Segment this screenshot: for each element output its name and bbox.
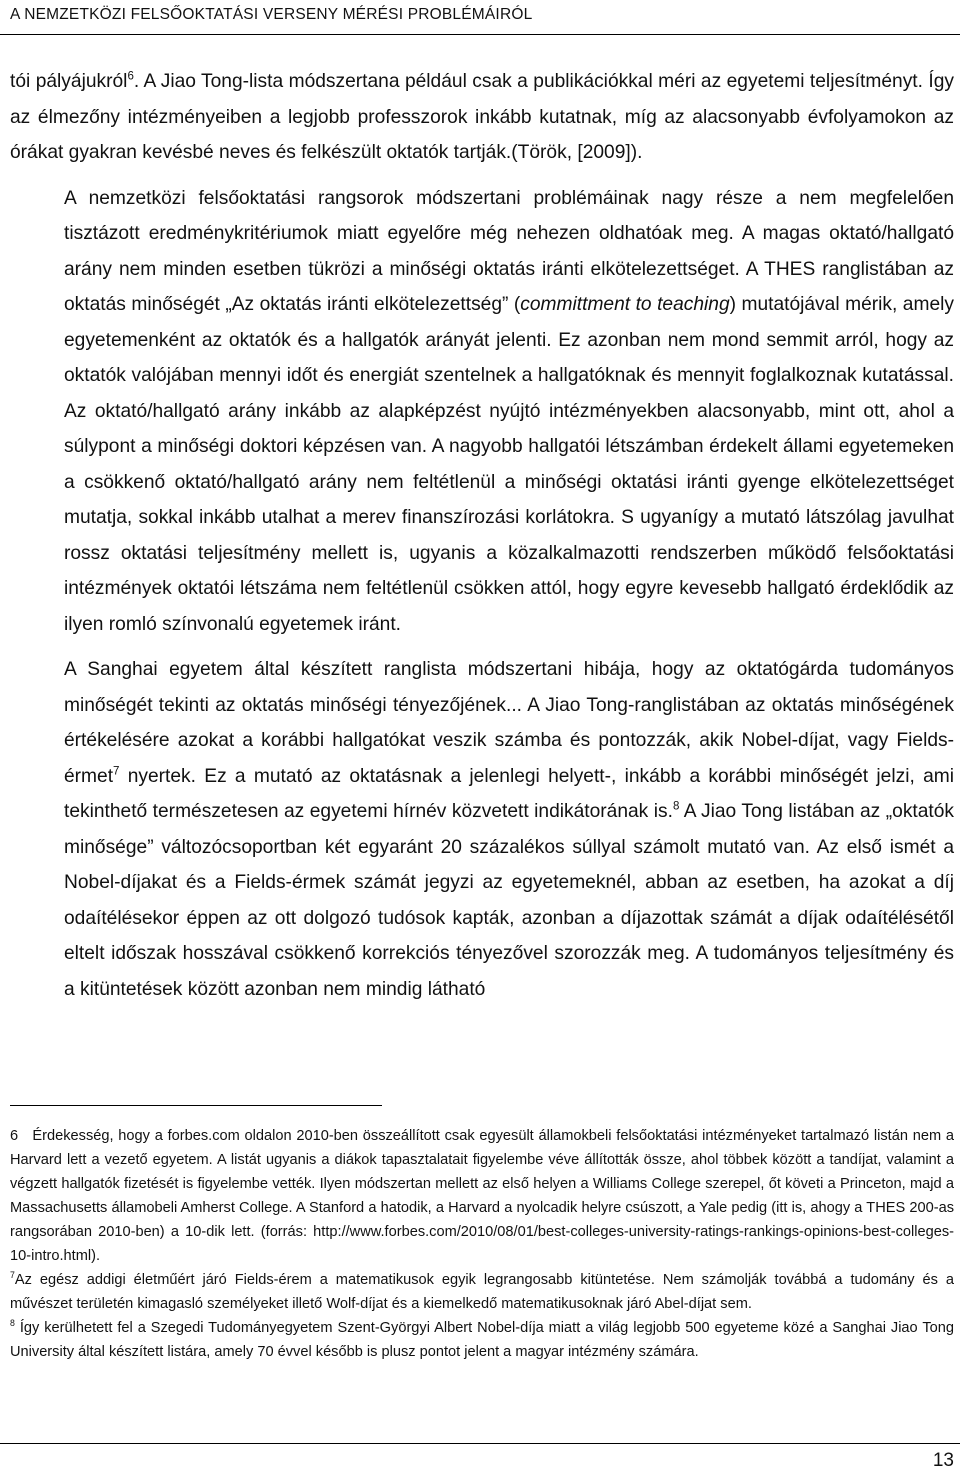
footnote-divider <box>10 1105 382 1106</box>
footnote-8 <box>10 1316 954 1364</box>
page-number: 13 <box>932 1450 954 1471</box>
body-text <box>10 64 954 1007</box>
footnote-text: Így kerülhetett fel a Szegedi Tudományegyetem Szent-Györgyi Albert Nobel-díja miatt a világ legjobb 500 egyeteme közé a Sanghai Jiao Tong University által készített listára, amely 70 évvel később is plusz pontot jelent a magyar intézmény számára. <box>10 1320 954 1360</box>
paragraph-3: A Sanghai egyetem által készített ranglista módszertani hibája, hogy az oktatógárda tudományos minőségét tekinti az oktatás minőségi tényezőjének... A Jiao Tong-ranglistában az oktatás minőségének értékelésére azokat a korábbi hallgatókat veszik számba és pontozzák, akik Nobel-díjat, vagy Fields-érmet$^7$ nyertek. Ez a mutató az oktatásnak a jelenlegi helyett-, inkább a korábbi minőségét jelzi, ami tekinthető természetesen az egyetemi hírnév közvetett indikátorának is.$^8$ A Jiao Tong listában az „oktatók minősége” változócsoportban két egyaránt 20 százalékos súllyal számolt mutató van. Az első ismét a Nobel-díjakat és a Fields-érmek számát jegyzi az egyetemeknél, abban az esetben, ha azokat a díj odaítélésekor éppen az ott dolgozó tudósok kapták, azonban a díjazottak számát a díjak odaítélésétől eltelt időszak hosszával csökkenő korrekciós tényezővel szorozzák meg. A tudományos teljesítmény és a kitüntetések között azonban nem mindig látható <box>64 659 955 1000</box>
footnote-ref-6[interactable]: 6 <box>127 70 134 83</box>
footnote-number: 7 <box>10 1270 15 1281</box>
footnote-6 <box>10 1124 954 1268</box>
emphasis-term: committment to teaching <box>520 294 730 315</box>
running-header: A NEMZETKÖZI FELSŐOKTATÁSI VERSENY MÉRÉSI PROBLÉMÁIRÓL <box>10 6 533 23</box>
footnote-ref-8[interactable]: 8 <box>672 800 680 813</box>
footnote-text: Érdekesség, hogy a forbes.com oldalon 2010-ben összeállított csak egyesült államokbeli felsőoktatási intézményeket tartalmazó listán nem a Harvard lett a vezető egyetem. A listát ugyanis a diákok tapasztalatait figyelembe véve állították össze, ahol többek között a tandíjat, valamint a végzett hallgatók fizetését is figyelembe vették. Ilyen módszertan mellett az első helyen a Williams College szerepel, őt követi a Princeton, majd a Massachusetts államobeli Amherst College. A Stanford a hatodik, a Harvard a nyolcadik helyre csúszott, a Yale pedig (itt is, ahogy a THES 200-as rangsorában 2010-ben) a 10-dik lett. (forrás: http://www.forbes.com/2010/08/01/best-colleges-university-ratings-rankings-opinions-best-colleges-10-intro.html). <box>10 1128 954 1264</box>
footnote-number: 6 <box>10 1128 19 1144</box>
footnote-7 <box>10 1268 954 1316</box>
footnotes <box>10 1124 954 1364</box>
footnote-text: Az egész addigi életműért járó Fields-érem a matematikusok egyik legrangosabb kitüntetése. Nem számolják továbbá a tudomány és a művészet területén kimagasló személyeket illető Wolf-díjat és a kiemelkedő matematikusoknak járó Abel-díjat sem. <box>10 1272 954 1312</box>
header-divider <box>0 34 960 35</box>
footer-divider <box>0 1443 960 1444</box>
paragraph-2: A nemzetközi felsőoktatási rangsorok módszertani problémáinak nagy része a nem megfelelően tisztázott eredménykritériumok miatt egyelőre még nehezen oldhatóak meg. A magas oktató/hallgató arány nem minden esetben tükrözi a minőségi oktatás iránti elkötelezettséget. A THES ranglistában az oktatás minőségét „Az oktatás iránti elkötelezettség” (committment to teaching) mutatójával mérik, amely egyetemenként az oktatók és a hallgatók arányát jelenti. Ez azonban nem mond semmit arról, hogy az oktatók valójában mennyi időt és energiát szentelnek a hallgatóknak és mennyit foglalkoznak kutatással. Az oktató/hallgató arány inkább az alapképzést nyújtó intézményekben alacsonyabb, mint ott, ahol a súlypont a minőségi doktori képzésen van. A nagyobb hallgatói létszámban érdekelt állami egyetemeken a csökkenő oktató/hallgató arány nem feltétlenül a minőségi oktatási iránti gyenge elkötelezettséget mutatja, sokkal inkább utalhat a merev finanszírozási korlátokra. S ugyanígy a mutató látszólag javulhat rossz oktatási teljesítmény mellett is, ugyanis a közalkalmazotti rendszerben működő felsőoktatási intézmények oktatói létszáma nem feltétlenül csökken attól, hogy egyre kevesebb hallgató érdeklődik az ilyen romló színvonalú egyetemek iránt. <box>64 187 954 635</box>
footnote-number: 8 <box>10 1318 15 1329</box>
footnote-ref-7[interactable]: 7 <box>113 765 120 778</box>
paragraph-1: tói pályájukról$^6$. A Jiao Tong-lista módszertana például csak a publikációkkal méri az egyetemi teljesítményt. Így az élmezőny intézményeiben a legjobb professzorok inkább kutatnak, míg az alacsonyabb évfolyamokon az órákat gyakran kevésbé neves és felkészült oktatók tartják.(Török, [2009]). <box>10 70 954 163</box>
